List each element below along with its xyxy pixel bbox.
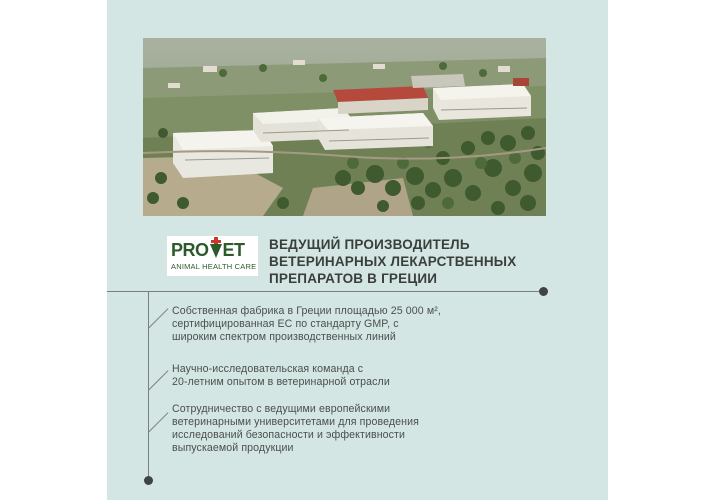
feature-line: Сотрудничество с ведущими европейскими (172, 403, 391, 415)
timeline-branch (148, 308, 169, 329)
headline-line: ПРЕПАРАТОВ В ГРЕЦИИ (269, 271, 438, 286)
headline (269, 236, 589, 287)
feature-item-research (172, 363, 472, 389)
feature-line: выпускаемой продукции (172, 442, 294, 454)
feature-line: широким спектром производственных линий (172, 331, 396, 343)
timeline-vertical-line (148, 292, 149, 482)
logo-tagline: ANIMAL HEALTH CARE (171, 262, 257, 271)
logo-cross-v-icon (209, 241, 223, 259)
headline-line: ВЕТЕРИНАРНЫХ ЛЕКАРСТВЕННЫХ (269, 254, 517, 269)
info-card (107, 0, 608, 500)
feature-item-universities (172, 403, 472, 455)
feature-line: Собственная фабрика в Греции площадью 25 000 м², (172, 305, 441, 317)
timeline-bottom-dot (144, 476, 153, 485)
feature-item-factory (172, 305, 472, 344)
headline-line: ВЕДУЩИЙ ПРОИЗВОДИТЕЛЬ (269, 237, 470, 252)
feature-line: Научно-исследовательская команда с (172, 363, 364, 375)
timeline-end-dot (539, 287, 548, 296)
feature-line: исследований безопасности и эффективности (172, 429, 406, 441)
factory-aerial-photo (143, 38, 546, 216)
provet-logo (167, 236, 258, 276)
logo-wordmark: PRO ET (171, 241, 255, 259)
feature-line: сертифицированная ЕС по стандарту GMP, с (172, 318, 399, 330)
feature-line: ветеринарными университетами для проведения (172, 416, 419, 428)
timeline-horizontal-line (107, 291, 543, 292)
timeline-branch (148, 370, 169, 391)
feature-line: 20-летним опытом в ветеринарной отрасли (172, 376, 390, 388)
timeline-branch (148, 412, 169, 433)
